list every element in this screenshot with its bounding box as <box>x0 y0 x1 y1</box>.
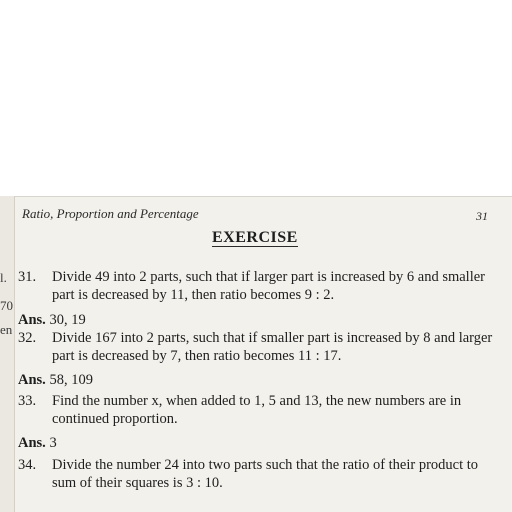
answer-label: Ans. <box>18 312 46 328</box>
question-number: 33. <box>18 393 37 409</box>
question-text-line: Find the number x, when added to 1, 5 and 13, the new numbers are in <box>52 393 462 409</box>
answer-31 <box>18 311 86 329</box>
answer-label: Ans. <box>18 372 46 388</box>
exercise-heading: EXERCISE <box>212 229 298 246</box>
question-number: 31. <box>18 269 37 285</box>
answer-label: Ans. <box>18 435 46 451</box>
question-32 <box>18 329 512 365</box>
margin-fragment: en <box>0 322 13 337</box>
answer-value: 3 <box>49 435 57 451</box>
question-text-line: part is decreased by 11, then ratio becomes 9 : 2. <box>52 287 335 303</box>
question-34 <box>18 456 512 492</box>
question-31 <box>18 268 512 304</box>
margin-fragment: 70 <box>0 298 13 313</box>
question-number: 32. <box>18 330 37 346</box>
question-text-line: sum of their squares is 3 : 10. <box>52 475 223 491</box>
answer-value: 58, 109 <box>49 372 93 388</box>
adjacent-page-edge <box>0 196 15 512</box>
answer-value: 30, 19 <box>49 312 86 328</box>
question-text-line: continued proportion. <box>52 411 178 427</box>
question-text-line: Divide 49 into 2 parts, such that if larger part is increased by 6 and smaller <box>52 269 486 285</box>
question-text-line: Divide 167 into 2 parts, such that if smaller part is increased by 8 and larger <box>52 330 493 346</box>
answer-33 <box>18 434 57 452</box>
question-33 <box>18 392 512 428</box>
page-number: 31 <box>476 209 488 223</box>
margin-fragment: l. <box>0 270 7 285</box>
question-text-line: part is decreased by 7, then ratio becomes 11 : 17. <box>52 348 342 364</box>
question-text-line: Divide the number 24 into two parts such that the ratio of their product to <box>52 457 479 473</box>
question-number: 34. <box>18 457 37 473</box>
answer-32 <box>18 371 93 389</box>
running-head: Ratio, Proportion and Percentage <box>22 206 199 221</box>
